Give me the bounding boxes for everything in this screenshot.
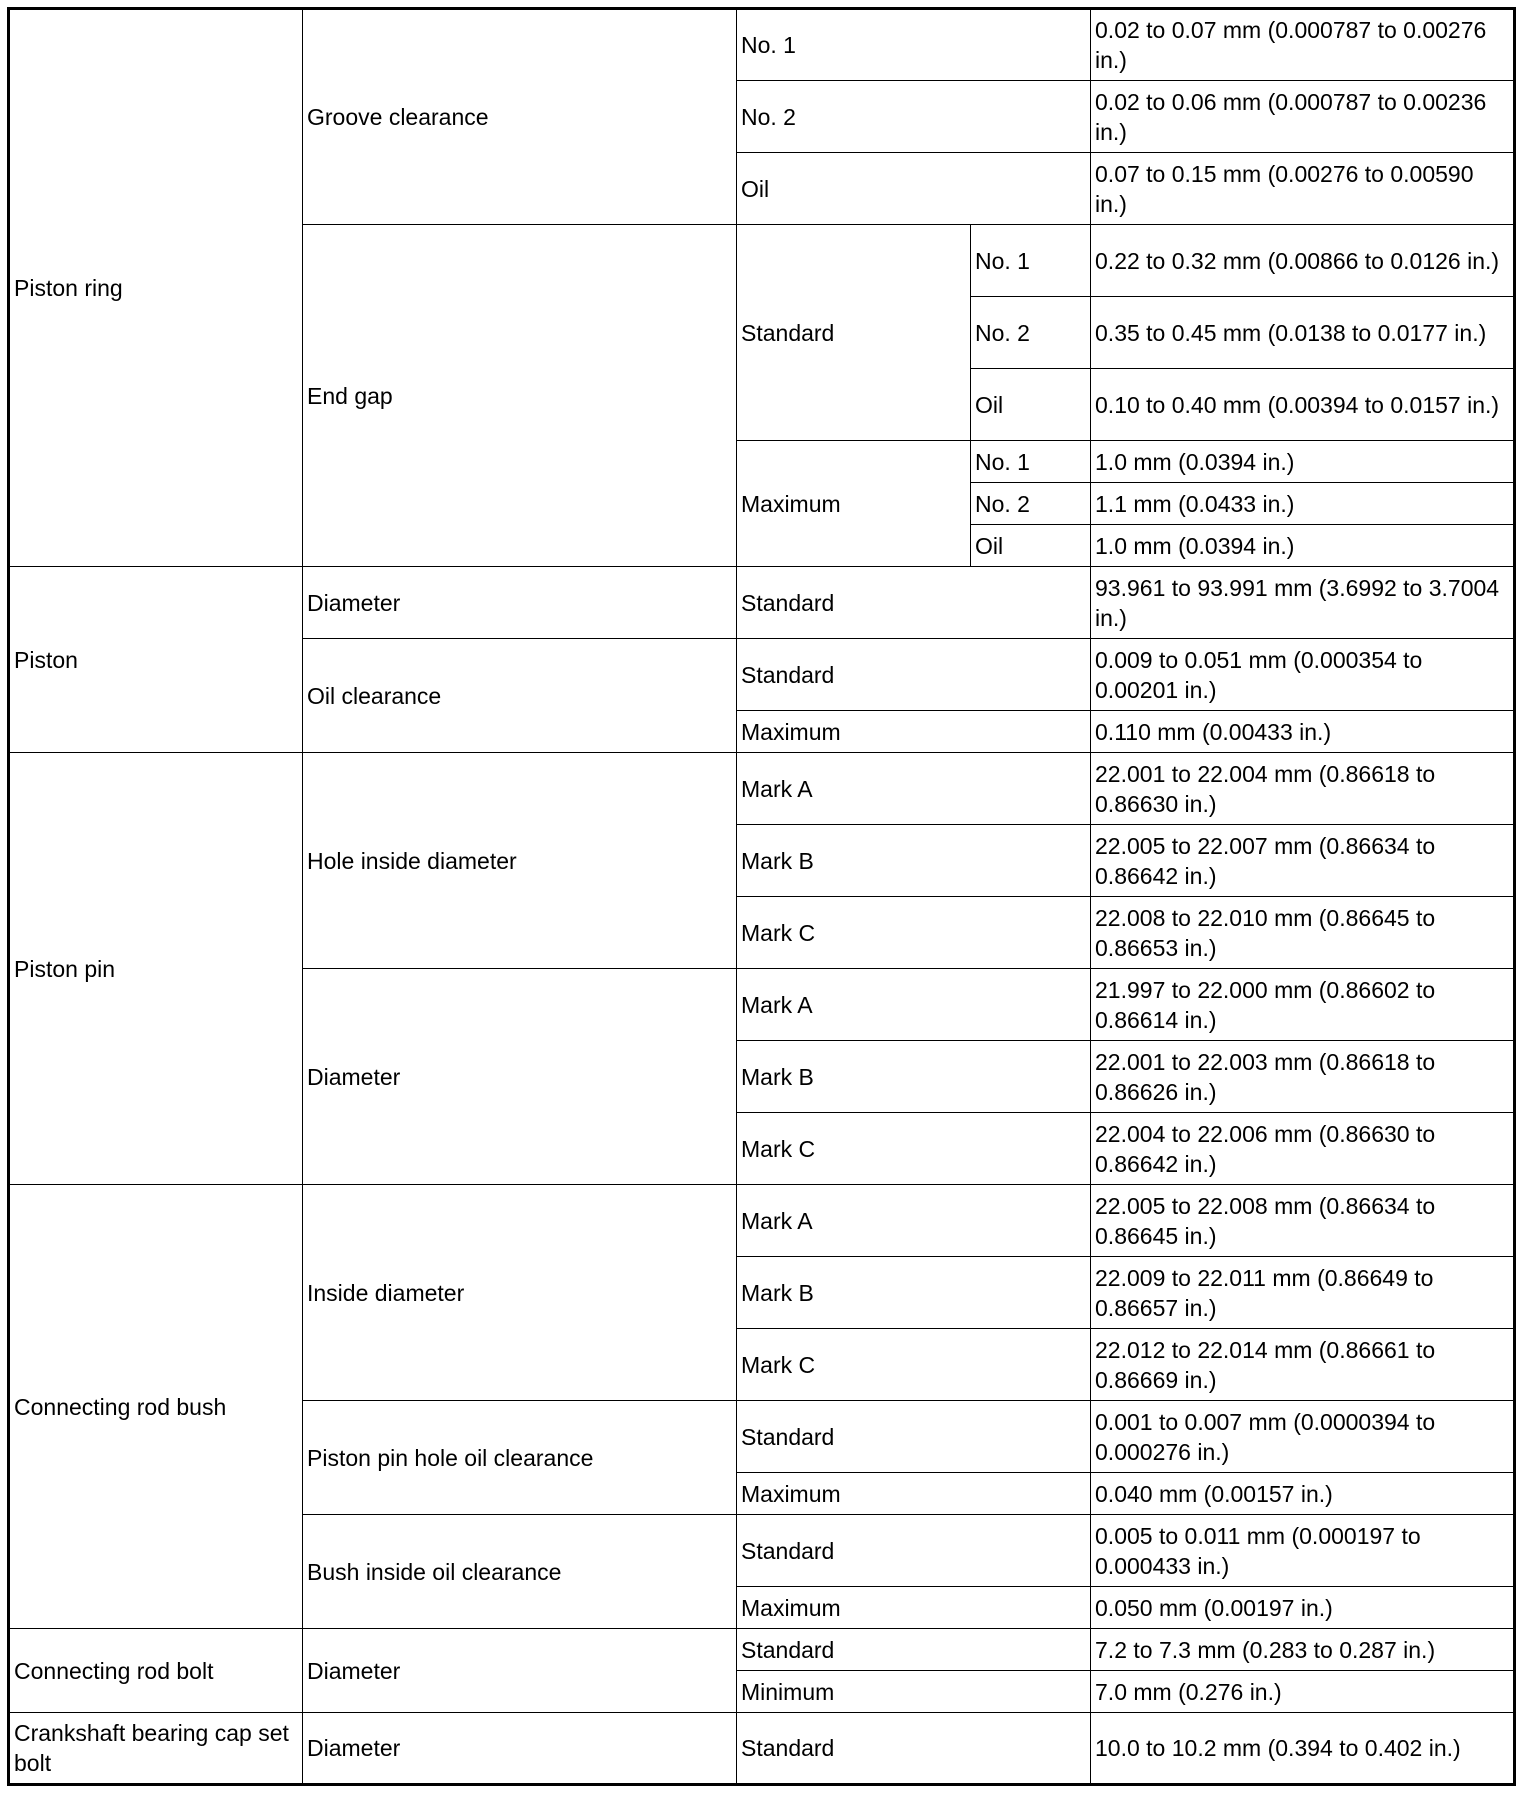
condition-label: Maximum	[737, 1587, 1091, 1629]
spec-value: 0.009 to 0.051 mm (0.000354 to 0.00201 in.)	[1091, 639, 1515, 711]
ring-label: No. 2	[971, 297, 1091, 369]
ring-label: No. 1	[971, 225, 1091, 297]
item-end-gap: End gap	[303, 225, 737, 567]
condition-label: Oil	[737, 153, 1091, 225]
item-bush-inside-oil-clearance: Bush inside oil clearance	[303, 1515, 737, 1629]
condition-label: Mark A	[737, 969, 1091, 1041]
condition-label: Standard	[737, 567, 1091, 639]
table-row	[9, 753, 1515, 825]
section-piston: Piston	[9, 567, 303, 753]
spec-value: 22.012 to 22.014 mm (0.86661 to 0.86669 in.)	[1091, 1329, 1515, 1401]
condition-label: Maximum	[737, 1473, 1091, 1515]
condition-label: Mark A	[737, 753, 1091, 825]
spec-value: 0.07 to 0.15 mm (0.00276 to 0.00590 in.)	[1091, 153, 1515, 225]
condition-label: Standard	[737, 1515, 1091, 1587]
ring-label: No. 2	[971, 483, 1091, 525]
spec-value: 22.004 to 22.006 mm (0.86630 to 0.86642 in.)	[1091, 1113, 1515, 1185]
spec-value: 22.005 to 22.008 mm (0.86634 to 0.86645 in.)	[1091, 1185, 1515, 1257]
condition-label: No. 1	[737, 9, 1091, 81]
table-row	[9, 1629, 1515, 1671]
spec-value: 7.0 mm (0.276 in.)	[1091, 1671, 1515, 1713]
spec-value: 0.02 to 0.06 mm (0.000787 to 0.00236 in.)	[1091, 81, 1515, 153]
condition-label: Mark B	[737, 825, 1091, 897]
condition-label: Standard	[737, 1713, 1091, 1785]
spec-value: 22.001 to 22.004 mm (0.86618 to 0.86630 in.)	[1091, 753, 1515, 825]
condition-label: Mark C	[737, 897, 1091, 969]
condition-label: Standard	[737, 639, 1091, 711]
spec-table	[7, 7, 1516, 1786]
condition-label: Standard	[737, 225, 971, 441]
section-connecting-rod-bush: Connecting rod bush	[9, 1185, 303, 1629]
spec-value: 22.009 to 22.011 mm (0.86649 to 0.86657 in.)	[1091, 1257, 1515, 1329]
item-groove-clearance: Groove clearance	[303, 9, 737, 225]
spec-value: 0.10 to 0.40 mm (0.00394 to 0.0157 in.)	[1091, 369, 1515, 441]
spec-value: 22.008 to 22.010 mm (0.86645 to 0.86653 in.)	[1091, 897, 1515, 969]
condition-label: Maximum	[737, 441, 971, 567]
spec-value: 0.22 to 0.32 mm (0.00866 to 0.0126 in.)	[1091, 225, 1515, 297]
section-crankshaft-bearing-cap-set-bolt: Crankshaft bearing cap set bolt	[9, 1713, 303, 1785]
spec-value: 22.001 to 22.003 mm (0.86618 to 0.86626 in.)	[1091, 1041, 1515, 1113]
spec-value: 1.1 mm (0.0433 in.)	[1091, 483, 1515, 525]
table-row	[9, 1713, 1515, 1785]
spec-value: 0.110 mm (0.00433 in.)	[1091, 711, 1515, 753]
item-diameter: Diameter	[303, 567, 737, 639]
condition-label: No. 2	[737, 81, 1091, 153]
spec-value: 0.040 mm (0.00157 in.)	[1091, 1473, 1515, 1515]
spec-value: 7.2 to 7.3 mm (0.283 to 0.287 in.)	[1091, 1629, 1515, 1671]
item-diameter: Diameter	[303, 969, 737, 1185]
item-hole-inside-diameter: Hole inside diameter	[303, 753, 737, 969]
spec-value: 1.0 mm (0.0394 in.)	[1091, 525, 1515, 567]
condition-label: Standard	[737, 1629, 1091, 1671]
condition-label: Maximum	[737, 711, 1091, 753]
ring-label: Oil	[971, 525, 1091, 567]
spec-value: 10.0 to 10.2 mm (0.394 to 0.402 in.)	[1091, 1713, 1515, 1785]
item-diameter: Diameter	[303, 1629, 737, 1713]
spec-value: 0.02 to 0.07 mm (0.000787 to 0.00276 in.)	[1091, 9, 1515, 81]
condition-label: Mark A	[737, 1185, 1091, 1257]
spec-value: 1.0 mm (0.0394 in.)	[1091, 441, 1515, 483]
item-diameter: Diameter	[303, 1713, 737, 1785]
spec-value: 21.997 to 22.000 mm (0.86602 to 0.86614 in.)	[1091, 969, 1515, 1041]
section-piston-pin: Piston pin	[9, 753, 303, 1185]
spec-value: 0.050 mm (0.00197 in.)	[1091, 1587, 1515, 1629]
condition-label: Mark C	[737, 1113, 1091, 1185]
table-row	[9, 567, 1515, 639]
item-piston-pin-hole-oil-clearance: Piston pin hole oil clearance	[303, 1401, 737, 1515]
table-row	[9, 1185, 1515, 1257]
spec-value: 0.35 to 0.45 mm (0.0138 to 0.0177 in.)	[1091, 297, 1515, 369]
ring-label: No. 1	[971, 441, 1091, 483]
spec-value: 0.005 to 0.011 mm (0.000197 to 0.000433 in.)	[1091, 1515, 1515, 1587]
section-connecting-rod-bolt: Connecting rod bolt	[9, 1629, 303, 1713]
spec-value: 0.001 to 0.007 mm (0.0000394 to 0.000276 in.)	[1091, 1401, 1515, 1473]
table-row	[9, 9, 1515, 81]
spec-value: 22.005 to 22.007 mm (0.86634 to 0.86642 in.)	[1091, 825, 1515, 897]
section-piston-ring: Piston ring	[9, 9, 303, 567]
condition-label: Mark B	[737, 1257, 1091, 1329]
condition-label: Mark B	[737, 1041, 1091, 1113]
ring-label: Oil	[971, 369, 1091, 441]
condition-label: Standard	[737, 1401, 1091, 1473]
item-oil-clearance: Oil clearance	[303, 639, 737, 753]
spec-value: 93.961 to 93.991 mm (3.6992 to 3.7004 in.)	[1091, 567, 1515, 639]
condition-label: Minimum	[737, 1671, 1091, 1713]
condition-label: Mark C	[737, 1329, 1091, 1401]
item-inside-diameter: Inside diameter	[303, 1185, 737, 1401]
